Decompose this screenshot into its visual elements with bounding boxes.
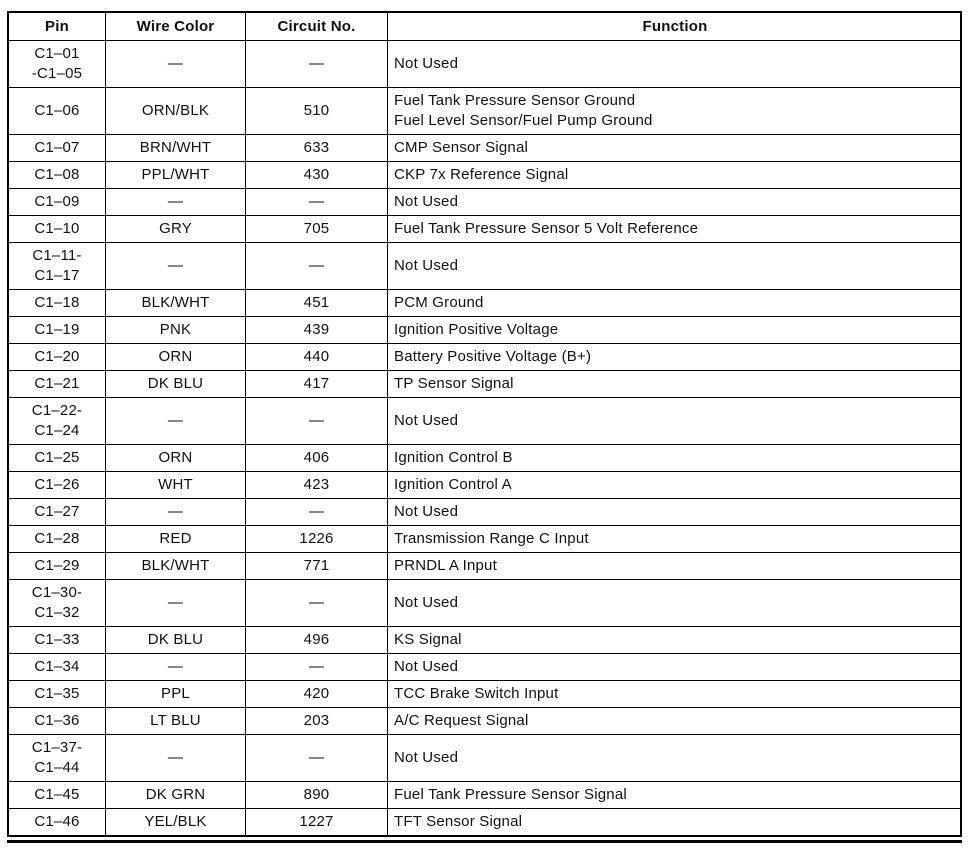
- pin-cell: [8, 135, 106, 162]
- cell-line: Not Used: [394, 257, 459, 274]
- cell-line: Not Used: [394, 658, 459, 675]
- wire-color-cell: [106, 681, 246, 708]
- wire-color-cell: [106, 627, 246, 654]
- cell-line: 203: [303, 712, 330, 729]
- pin-cell: [8, 445, 106, 472]
- pin-cell: [8, 654, 106, 681]
- cell-line: C1–36: [34, 712, 80, 729]
- wire-color-cell: [106, 189, 246, 216]
- wire-color-cell: [106, 809, 246, 837]
- circuit-no-cell: [246, 445, 388, 472]
- wire-color-cell: [106, 782, 246, 809]
- wire-color-cell: [106, 88, 246, 135]
- header-function: Function: [388, 12, 962, 41]
- pin-cell: [8, 189, 106, 216]
- pin-cell: [8, 371, 106, 398]
- cell-line: —: [308, 55, 325, 72]
- pinout-table: [7, 11, 962, 837]
- circuit-no-cell: [246, 317, 388, 344]
- table-row: [8, 580, 961, 627]
- pin-cell: [8, 809, 106, 837]
- pin-cell: [8, 472, 106, 499]
- cell-line: Not Used: [394, 503, 459, 520]
- pin-cell: [8, 243, 106, 290]
- circuit-no-cell: [246, 290, 388, 317]
- cell-line: —: [308, 749, 325, 766]
- cell-line: Not Used: [394, 412, 459, 429]
- circuit-no-cell: [246, 162, 388, 189]
- cell-line: C1–27: [34, 503, 80, 520]
- table-row: [8, 735, 961, 782]
- cell-line: 417: [303, 375, 330, 392]
- circuit-no-cell: [246, 371, 388, 398]
- cell-line: PPL: [161, 685, 190, 702]
- cell-line: LT BLU: [150, 712, 201, 729]
- cell-line: TFT Sensor Signal: [394, 813, 523, 830]
- cell-line: -C1–05: [31, 65, 83, 82]
- cell-line: DK GRN: [145, 786, 206, 803]
- pin-cell: [8, 216, 106, 243]
- pin-cell: [8, 41, 106, 88]
- cell-line: C1–35: [34, 685, 80, 702]
- cell-line: CKP 7x Reference Signal: [394, 166, 569, 183]
- function-cell: [388, 398, 962, 445]
- cell-line: 890: [303, 786, 330, 803]
- cell-line: C1–24: [34, 422, 80, 439]
- cell-line: ORN: [158, 449, 193, 466]
- header-pin: Pin: [8, 12, 106, 41]
- wire-color-cell: [106, 526, 246, 553]
- wire-color-cell: [106, 344, 246, 371]
- pinout-table-head: [8, 12, 961, 41]
- function-cell: [388, 580, 962, 627]
- table-row: [8, 782, 961, 809]
- table-row: [8, 398, 961, 445]
- cell-line: C1–46: [34, 813, 80, 830]
- circuit-no-cell: [246, 88, 388, 135]
- circuit-no-cell: [246, 216, 388, 243]
- circuit-no-cell: [246, 654, 388, 681]
- pin-cell: [8, 735, 106, 782]
- table-row: [8, 317, 961, 344]
- function-cell: [388, 290, 962, 317]
- function-cell: [388, 88, 962, 135]
- circuit-no-cell: [246, 580, 388, 627]
- function-cell: [388, 654, 962, 681]
- header-wire-color: Wire Color: [106, 12, 246, 41]
- wire-color-cell: [106, 162, 246, 189]
- function-cell: [388, 135, 962, 162]
- cell-line: 439: [303, 321, 330, 338]
- cell-line: Fuel Tank Pressure Sensor Signal: [394, 786, 627, 803]
- cell-line: C1–29: [34, 557, 80, 574]
- cell-line: Not Used: [394, 193, 459, 210]
- cell-line: C1–10: [34, 220, 80, 237]
- circuit-no-cell: [246, 782, 388, 809]
- circuit-no-cell: [246, 526, 388, 553]
- cell-line: 496: [303, 631, 330, 648]
- cell-line: BLK/WHT: [141, 557, 210, 574]
- cell-line: C1–34: [34, 658, 80, 675]
- wire-color-cell: [106, 317, 246, 344]
- cell-line: C1–32: [34, 604, 80, 621]
- table-row: [8, 526, 961, 553]
- function-cell: [388, 445, 962, 472]
- wire-color-cell: [106, 445, 246, 472]
- cell-line: YEL/BLK: [144, 813, 207, 830]
- wire-color-cell: [106, 290, 246, 317]
- function-cell: [388, 553, 962, 580]
- cell-line: Fuel Level Sensor/Fuel Pump Ground: [394, 112, 653, 129]
- table-row: [8, 135, 961, 162]
- table-row: [8, 472, 961, 499]
- cell-line: —: [308, 503, 325, 520]
- wire-color-cell: [106, 41, 246, 88]
- circuit-no-cell: [246, 681, 388, 708]
- cell-line: Ignition Control B: [394, 449, 513, 466]
- cell-line: 451: [303, 294, 330, 311]
- cell-line: C1–08: [34, 166, 80, 183]
- function-cell: [388, 809, 962, 837]
- wire-color-cell: [106, 580, 246, 627]
- cell-line: Not Used: [394, 594, 459, 611]
- pin-cell: [8, 499, 106, 526]
- pin-cell: [8, 398, 106, 445]
- cell-line: —: [308, 658, 325, 675]
- function-cell: [388, 162, 962, 189]
- cell-line: C1–07: [34, 139, 80, 156]
- cell-line: 510: [303, 102, 330, 119]
- cell-line: —: [308, 257, 325, 274]
- cell-line: C1–17: [34, 267, 80, 284]
- function-cell: [388, 189, 962, 216]
- table-row: [8, 708, 961, 735]
- cell-line: —: [167, 503, 184, 520]
- circuit-no-cell: [246, 627, 388, 654]
- wire-color-cell: [106, 654, 246, 681]
- table-row: [8, 216, 961, 243]
- cell-line: ORN/BLK: [141, 102, 210, 119]
- cell-line: 1227: [299, 813, 334, 830]
- cell-line: C1–26: [34, 476, 80, 493]
- cell-line: TP Sensor Signal: [394, 375, 514, 392]
- wire-color-cell: [106, 472, 246, 499]
- table-row: [8, 189, 961, 216]
- cell-line: C1–20: [34, 348, 80, 365]
- circuit-no-cell: [246, 499, 388, 526]
- wire-color-cell: [106, 499, 246, 526]
- cell-line: C1–30-: [31, 584, 83, 601]
- cell-line: 771: [303, 557, 330, 574]
- cell-line: BLK/WHT: [141, 294, 210, 311]
- cell-line: 440: [303, 348, 330, 365]
- wire-color-cell: [106, 243, 246, 290]
- table-row: [8, 88, 961, 135]
- table-row: [8, 809, 961, 837]
- cell-line: —: [167, 55, 184, 72]
- cell-line: 1226: [299, 530, 334, 547]
- function-cell: [388, 499, 962, 526]
- table-row: [8, 162, 961, 189]
- cell-line: 430: [303, 166, 330, 183]
- cell-line: —: [308, 193, 325, 210]
- cell-line: 420: [303, 685, 330, 702]
- function-cell: [388, 782, 962, 809]
- table-row: [8, 654, 961, 681]
- circuit-no-cell: [246, 809, 388, 837]
- cell-line: TCC Brake Switch Input: [394, 685, 559, 702]
- cell-line: A/C Request Signal: [394, 712, 529, 729]
- cell-line: WHT: [158, 476, 193, 493]
- pinout-table-body: [8, 41, 961, 837]
- cell-line: —: [167, 749, 184, 766]
- cell-line: CMP Sensor Signal: [394, 139, 529, 156]
- wire-color-cell: [106, 135, 246, 162]
- cell-line: C1–22-: [31, 402, 83, 419]
- cell-line: Fuel Tank Pressure Sensor Ground: [394, 92, 636, 109]
- cell-line: C1–37-: [31, 739, 83, 756]
- cell-line: 406: [303, 449, 330, 466]
- circuit-no-cell: [246, 41, 388, 88]
- header-row: [8, 12, 961, 41]
- circuit-no-cell: [246, 553, 388, 580]
- function-cell: [388, 526, 962, 553]
- circuit-no-cell: [246, 708, 388, 735]
- cell-line: Transmission Range C Input: [394, 530, 589, 547]
- cell-line: Ignition Positive Voltage: [394, 321, 559, 338]
- cell-line: C1–25: [34, 449, 80, 466]
- wire-color-cell: [106, 553, 246, 580]
- cell-line: —: [308, 412, 325, 429]
- cell-line: C1–09: [34, 193, 80, 210]
- cell-line: C1–11-: [32, 247, 82, 264]
- cell-line: GRY: [159, 220, 192, 237]
- cell-line: C1–44: [34, 759, 80, 776]
- header-circuit-no: Circuit No.: [246, 12, 388, 41]
- cell-line: C1–28: [34, 530, 80, 547]
- pin-cell: [8, 708, 106, 735]
- cell-line: RED: [159, 530, 192, 547]
- circuit-no-cell: [246, 472, 388, 499]
- circuit-no-cell: [246, 135, 388, 162]
- cell-line: PNK: [159, 321, 192, 338]
- table-row: [8, 499, 961, 526]
- cell-line: Battery Positive Voltage (B+): [394, 348, 592, 365]
- table-row: [8, 344, 961, 371]
- cell-line: Ignition Control A: [394, 476, 512, 493]
- cell-line: —: [167, 193, 184, 210]
- cell-line: —: [308, 594, 325, 611]
- wire-color-cell: [106, 216, 246, 243]
- function-cell: [388, 627, 962, 654]
- wire-color-cell: [106, 371, 246, 398]
- circuit-no-cell: [246, 735, 388, 782]
- table-row: [8, 627, 961, 654]
- pin-cell: [8, 580, 106, 627]
- cell-line: 633: [303, 139, 330, 156]
- pin-cell: [8, 627, 106, 654]
- cell-line: —: [167, 412, 184, 429]
- cell-line: C1–21: [34, 375, 80, 392]
- circuit-no-cell: [246, 344, 388, 371]
- cell-line: Not Used: [394, 55, 459, 72]
- cell-line: PCM Ground: [394, 294, 484, 311]
- wire-color-cell: [106, 708, 246, 735]
- cell-line: C1–45: [34, 786, 80, 803]
- pin-cell: [8, 553, 106, 580]
- cell-line: C1–33: [34, 631, 80, 648]
- cell-line: —: [167, 257, 184, 274]
- cell-line: C1–06: [34, 102, 80, 119]
- table-row: [8, 445, 961, 472]
- cell-line: BRN/WHT: [139, 139, 212, 156]
- pin-cell: [8, 317, 106, 344]
- table-row: [8, 41, 961, 88]
- circuit-no-cell: [246, 243, 388, 290]
- pin-cell: [8, 681, 106, 708]
- function-cell: [388, 708, 962, 735]
- circuit-no-cell: [246, 398, 388, 445]
- function-cell: [388, 371, 962, 398]
- cell-line: —: [167, 594, 184, 611]
- cell-line: PPL/WHT: [141, 166, 210, 183]
- cell-line: C1–01: [34, 45, 80, 62]
- pin-cell: [8, 162, 106, 189]
- pin-cell: [8, 344, 106, 371]
- table-row: [8, 243, 961, 290]
- function-cell: [388, 216, 962, 243]
- cell-line: DK BLU: [147, 631, 204, 648]
- function-cell: [388, 472, 962, 499]
- cell-line: PRNDL A Input: [394, 557, 497, 574]
- table-row: [8, 553, 961, 580]
- function-cell: [388, 243, 962, 290]
- pin-cell: [8, 782, 106, 809]
- table-row: [8, 371, 961, 398]
- bottom-rule: [7, 840, 962, 843]
- cell-line: Fuel Tank Pressure Sensor 5 Volt Reference: [394, 220, 699, 237]
- cell-line: KS Signal: [394, 631, 462, 648]
- pin-cell: [8, 526, 106, 553]
- cell-line: 705: [303, 220, 330, 237]
- pin-cell: [8, 88, 106, 135]
- function-cell: [388, 317, 962, 344]
- cell-line: —: [167, 658, 184, 675]
- cell-line: DK BLU: [147, 375, 204, 392]
- wire-color-cell: [106, 735, 246, 782]
- circuit-no-cell: [246, 189, 388, 216]
- cell-line: ORN: [158, 348, 193, 365]
- cell-line: C1–18: [34, 294, 80, 311]
- function-cell: [388, 735, 962, 782]
- function-cell: [388, 344, 962, 371]
- cell-line: Not Used: [394, 749, 459, 766]
- cell-line: 423: [303, 476, 330, 493]
- pin-cell: [8, 290, 106, 317]
- table-row: [8, 290, 961, 317]
- table-row: [8, 681, 961, 708]
- function-cell: [388, 681, 962, 708]
- function-cell: [388, 41, 962, 88]
- wire-color-cell: [106, 398, 246, 445]
- cell-line: C1–19: [34, 321, 80, 338]
